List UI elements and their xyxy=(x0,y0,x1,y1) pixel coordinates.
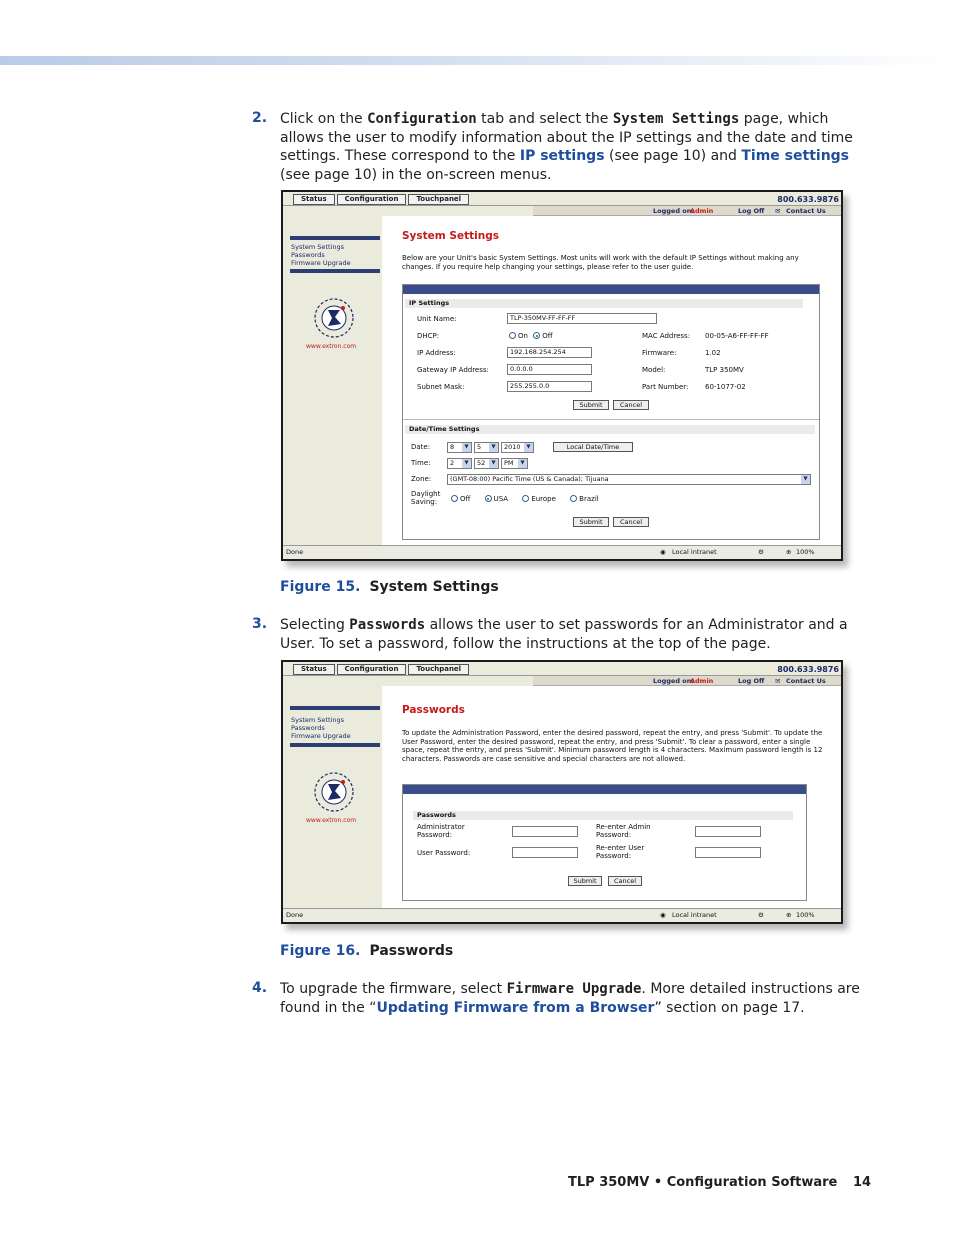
chevron-down-icon: ▼ xyxy=(524,443,533,452)
step-number: 2. xyxy=(252,110,268,126)
sidebar-item-firmware-upgrade[interactable]: Firmware Upgrade xyxy=(291,732,351,740)
system-settings-term: System Settings xyxy=(612,111,740,127)
status-zoom[interactable]: 100% xyxy=(796,548,815,556)
dhcp-label: DHCP: xyxy=(417,332,440,340)
dst-off-radio[interactable] xyxy=(451,495,458,502)
reenter-admin-input[interactable] xyxy=(695,826,761,837)
page-intro: Below are your Unit's basic System Settings. Most units will work with the default IP Settings without making any changes. If you require help changing your settings, please refer to the user guide. xyxy=(402,254,799,271)
status-done: Done xyxy=(286,548,304,556)
tab-status[interactable]: Status xyxy=(293,664,335,675)
sidebar-menu xyxy=(291,716,351,740)
time-settings-link[interactable]: Time settings xyxy=(741,148,850,164)
user-password-input[interactable] xyxy=(512,847,578,858)
ip-settings-link[interactable]: IP settings xyxy=(519,148,605,164)
panel-header xyxy=(403,785,806,794)
menu-divider xyxy=(290,706,380,710)
browser-status-bar xyxy=(283,545,841,559)
reenter-user-input[interactable] xyxy=(695,847,761,858)
sidebar-item-system-settings[interactable]: System Settings xyxy=(291,243,344,251)
browser-status-bar xyxy=(283,908,841,922)
login-bar xyxy=(533,206,841,216)
logoff-link[interactable]: Log Off xyxy=(738,677,765,685)
date-time-section: Date/Time Settings xyxy=(405,425,815,434)
zoom-icon: ⊕ xyxy=(786,548,792,556)
logo-url[interactable]: www.extron.com xyxy=(306,343,357,350)
passwords-screenshot xyxy=(281,660,843,924)
day-select[interactable]: 5 ▼ xyxy=(474,442,499,453)
firmware-value: 1.02 xyxy=(705,349,721,357)
subnet-mask-input[interactable]: 255.255.0.0 xyxy=(507,381,592,392)
dt-submit-button[interactable]: Submit xyxy=(573,517,609,527)
mac-label: MAC Address: xyxy=(642,332,691,340)
ip-address-label: IP Address: xyxy=(417,349,456,357)
reenter-user-label: Re-enter User Password: xyxy=(596,844,645,860)
passwords-term: Passwords xyxy=(349,617,426,633)
dst-usa-radio[interactable] xyxy=(485,495,492,502)
ip-address-input[interactable]: 192.168.254.254 xyxy=(507,347,592,358)
ampm-select[interactable]: PM ▼ xyxy=(501,458,528,469)
page-intro: To update the Administration Password, enter the desired password, repeat the entry, and press 'Submit'. To update the User Password, enter the desired password, repeat the entry, and press 'Submit'. To clear a password, enter a single space, repeat the entry, and press 'Submit'. Minimum password length is 4 characters. Maximum password length is 12 characters. Passwords are case sensitive and special characters are not allowed. xyxy=(402,729,823,763)
password-cancel-button[interactable]: Cancel xyxy=(608,876,642,886)
step-number: 4. xyxy=(252,980,268,996)
sidebar-menu xyxy=(291,243,351,267)
date-label: Date: xyxy=(411,443,431,451)
dhcp-off-radio[interactable] xyxy=(533,332,540,339)
part-number-value: 60-1077-02 xyxy=(705,383,746,391)
part-number-label: Part Number: xyxy=(642,383,689,391)
passwords-panel xyxy=(402,784,807,901)
model-label: Model: xyxy=(642,366,666,374)
user-password-label: User Password: xyxy=(417,849,471,857)
ip-cancel-button[interactable]: Cancel xyxy=(613,400,649,410)
dhcp-radio-group: On Off xyxy=(509,332,553,341)
status-done: Done xyxy=(286,911,304,919)
local-date-time-button[interactable]: Local Date/Time xyxy=(553,442,633,452)
subnet-mask-label: Subnet Mask: xyxy=(417,383,465,391)
chevron-down-icon: ▼ xyxy=(489,443,498,452)
dhcp-on-radio[interactable] xyxy=(509,332,516,339)
passwords-content xyxy=(382,686,841,908)
passwords-section: Passwords xyxy=(413,811,793,820)
sidebar-item-passwords[interactable]: Passwords xyxy=(291,724,325,732)
dst-brazil-radio[interactable] xyxy=(570,495,577,502)
firmware-upgrade-term: Firmware Upgrade xyxy=(506,981,642,997)
login-bar xyxy=(533,676,841,686)
page-title: Passwords xyxy=(402,704,465,716)
tab-status[interactable]: Status xyxy=(293,194,335,205)
zone-label: Zone: xyxy=(411,475,432,483)
globe-icon: ◉ xyxy=(660,911,666,919)
user-name: Admin xyxy=(690,207,714,215)
model-value: TLP 350MV xyxy=(705,366,744,374)
user-name: Admin xyxy=(690,677,714,685)
logo-url[interactable]: www.extron.com xyxy=(306,817,357,824)
extron-logo-icon xyxy=(312,770,356,814)
section-divider xyxy=(403,419,819,420)
step-3-text: Selecting Passwords allows the user to set passwords for an Administrator and a User. To set a password, follow the instructions at the top of the page. xyxy=(280,617,848,652)
phone-number: 800.633.9876 xyxy=(777,665,839,674)
updating-firmware-link[interactable]: Updating Firmware from a Browser xyxy=(376,999,655,1016)
hour-select[interactable]: 2 ▼ xyxy=(447,458,472,469)
reenter-admin-label: Re-enter Admin Password: xyxy=(596,823,651,839)
tab-configuration[interactable]: Configuration xyxy=(337,194,407,205)
sidebar-item-passwords[interactable]: Passwords xyxy=(291,251,325,259)
system-settings-screenshot xyxy=(281,190,843,561)
mail-icon: ✉ xyxy=(775,677,781,685)
minute-select[interactable]: 52 ▼ xyxy=(474,458,499,469)
page-number: 14 xyxy=(853,1175,872,1190)
page-title: System Settings xyxy=(402,230,499,242)
daylight-radio-group: Off USA Europe Brazil xyxy=(451,495,599,504)
unit-name-input[interactable]: TLP-350MV-FF-FF-FF xyxy=(507,313,657,324)
mail-icon: ✉ xyxy=(775,207,781,215)
chevron-down-icon: ▼ xyxy=(489,459,498,468)
gateway-input[interactable]: 0.0.0.0 xyxy=(507,364,592,375)
contact-link[interactable]: Contact Us xyxy=(786,207,826,215)
chevron-down-icon: ▼ xyxy=(462,443,471,452)
tab-touchpanel[interactable]: Touchpanel xyxy=(408,194,469,205)
zone-select[interactable]: (GMT-08:00) Pacific Time (US & Canada); Tijuana ▼ xyxy=(447,474,811,485)
password-submit-button[interactable]: Submit xyxy=(568,876,602,886)
status-zone: Local intranet xyxy=(672,911,717,919)
daylight-saving-label: Daylight Saving: xyxy=(411,490,441,506)
configuration-term: Configuration xyxy=(367,111,477,127)
sidebar xyxy=(286,686,382,908)
tab-list xyxy=(293,194,469,205)
gateway-label: Gateway IP Address: xyxy=(417,366,489,374)
time-label: Time: xyxy=(411,459,431,467)
dt-cancel-button[interactable]: Cancel xyxy=(613,517,649,527)
step-2-text: Click on the Configuration tab and select the System Settings page, which allows the user to modify information about the IP settings and the date and time settings. These correspond to the IP settings (see page 10) and Time settings (see page 10) in the on-screen menus. xyxy=(280,111,853,183)
tab-list xyxy=(293,664,469,675)
phone-number: 800.633.9876 xyxy=(777,195,839,204)
dst-europe-radio[interactable] xyxy=(522,495,529,502)
logged-on-label: Logged on: xyxy=(653,677,694,685)
unit-name-label: Unit Name: xyxy=(417,315,457,323)
ip-submit-button[interactable]: Submit xyxy=(573,400,609,410)
chevron-down-icon: ▼ xyxy=(462,459,471,468)
year-select[interactable]: 2010 ▼ xyxy=(501,442,534,453)
sidebar-item-firmware-upgrade[interactable]: Firmware Upgrade xyxy=(291,259,351,267)
panel-header xyxy=(403,285,819,294)
contact-link[interactable]: Contact Us xyxy=(786,677,826,685)
footer-product: TLP 350MV • Configuration Software xyxy=(568,1175,838,1190)
tab-touchpanel[interactable]: Touchpanel xyxy=(408,664,469,675)
chevron-down-icon: ▼ xyxy=(801,475,810,484)
zoom-icon: ⊕ xyxy=(786,911,792,919)
ip-settings-section: IP Settings xyxy=(405,299,803,308)
globe-icon: ◉ xyxy=(660,548,666,556)
menu-divider xyxy=(290,743,380,747)
security-icon: ⚙ xyxy=(758,548,764,556)
sidebar xyxy=(286,216,382,545)
tab-configuration[interactable]: Configuration xyxy=(337,664,407,675)
security-icon: ⚙ xyxy=(758,911,764,919)
step-4-text: To upgrade the firmware, select Firmware Upgrade. More detailed instructions are found in the “Updating Firmware from a Browser” section on page 17. xyxy=(280,981,860,1016)
mac-value: 00-05-A6-FF-FF-FF xyxy=(705,332,769,340)
status-zoom[interactable]: 100% xyxy=(796,911,815,919)
month-select[interactable]: 8 ▼ xyxy=(447,442,472,453)
header-gradient-bar xyxy=(0,56,954,65)
menu-divider xyxy=(290,269,380,273)
system-settings-content xyxy=(382,216,841,545)
settings-panel xyxy=(402,284,820,540)
chevron-down-icon: ▼ xyxy=(518,459,527,468)
admin-password-input[interactable] xyxy=(512,826,578,837)
figure-16-caption: Figure 16. Passwords xyxy=(280,943,454,959)
logged-on-label: Logged on: xyxy=(653,207,694,215)
status-zone: Local intranet xyxy=(672,548,717,556)
menu-divider xyxy=(290,236,380,240)
step-number: 3. xyxy=(252,616,268,632)
figure-15-caption: Figure 15. System Settings xyxy=(280,579,499,595)
extron-logo-icon xyxy=(312,296,356,340)
logoff-link[interactable]: Log Off xyxy=(738,207,765,215)
admin-password-label: Administrator Password: xyxy=(417,823,465,839)
sidebar-item-system-settings[interactable]: System Settings xyxy=(291,716,344,724)
firmware-label: Firmware: xyxy=(642,349,677,357)
